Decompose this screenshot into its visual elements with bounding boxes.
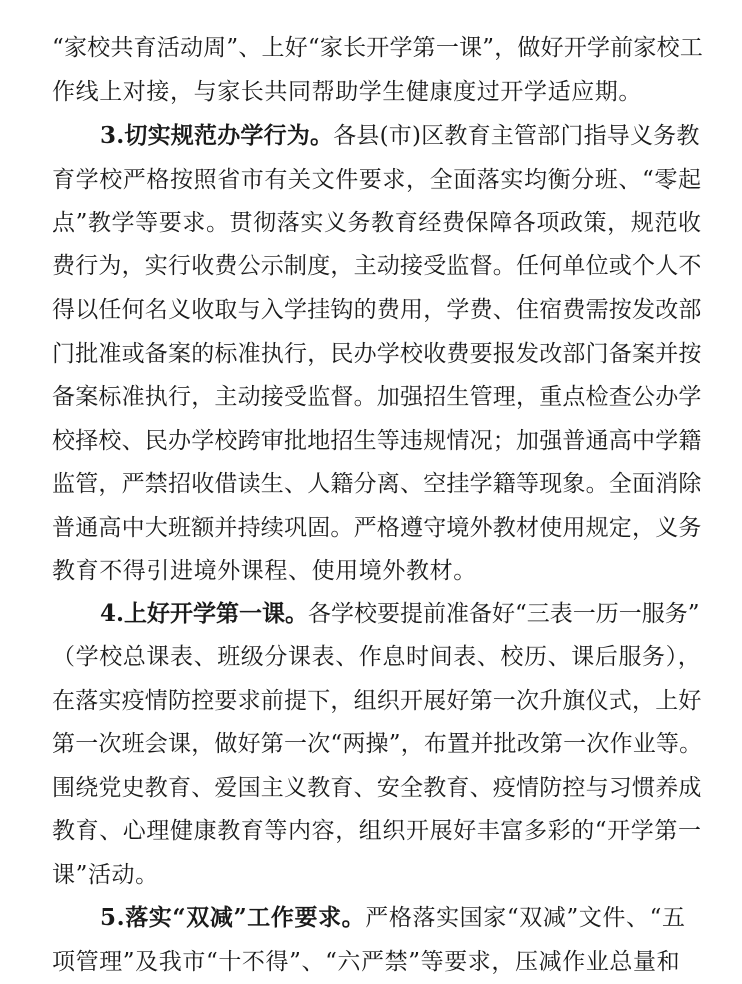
paragraph-line <box>52 551 704 591</box>
section-heading: 5.落实“双减”工作要求。 <box>100 904 366 931</box>
paragraph-line <box>52 377 704 417</box>
section-4-heading-line <box>100 594 704 634</box>
paragraph-line <box>52 637 704 677</box>
paragraph-line <box>52 811 704 851</box>
line-text: （学校总课表、班级分课表、作息时间表、校历、课后服务）， <box>52 644 702 670</box>
line-text: 课”活动。 <box>52 862 159 888</box>
line-text: 各学校要提前准备好“三表一历一服务” <box>308 601 700 627</box>
line-text: 作线上对接，与家长共同帮助学生健康度过开学适应期。 <box>52 79 642 105</box>
paragraph-line <box>52 768 704 808</box>
paragraph-line <box>52 203 704 243</box>
line-text: “家校共育活动周”、上好“家长开学第一课”，做好开学前家校工 <box>52 35 704 61</box>
line-text: 项管理”及我市“十不得”、“六严禁”等要求，压减作业总量和 <box>52 949 681 975</box>
line-text: 备案标准执行，主动接受监督。加强招生管理，重点检查公办学 <box>52 384 702 410</box>
line-text: 各县(市)区教育主管部门指导义务教 <box>333 123 700 149</box>
paragraph-line <box>52 290 704 330</box>
line-text: 普通高中大班额并持续巩固。严格遵守境外教材使用规定，义务 <box>52 515 702 541</box>
paragraph-line <box>52 681 704 721</box>
line-text: 围绕党史教育、爱国主义教育、安全教育、疫情防控与习惯养成 <box>52 775 702 801</box>
paragraph-line <box>52 855 704 895</box>
line-text: 教育不得引进境外课程、使用境外教材。 <box>52 558 477 584</box>
paragraph-line <box>52 334 704 374</box>
line-text: 校择校、民办学校跨审批地招生等违规情况；加强普通高中学籍 <box>52 428 702 454</box>
paragraph-line <box>52 724 704 764</box>
paragraph-line <box>52 421 704 461</box>
paragraph-line <box>52 508 704 548</box>
section-3-heading-line <box>100 116 704 156</box>
line-text: 点”教学等要求。贯彻落实义务教育经费保障各项政策，规范收 <box>52 210 702 236</box>
paragraph-line <box>52 160 704 200</box>
line-text: 育学校严格按照省市有关文件要求，全面落实均衡分班、“零起 <box>52 167 702 193</box>
line-text: 教育、心理健康教育等内容，组织开展好丰富多彩的“开学第一 <box>52 818 702 844</box>
section-heading: 3.切实规范办学行为。 <box>100 122 334 149</box>
line-text: 监管，严禁招收借读生、人籍分离、空挂学籍等现象。全面消除 <box>52 471 702 497</box>
line-text: 得以任何名义收取与入学挂钩的费用，学费、住宿费需按发改部 <box>52 297 702 323</box>
line-text: 第一次班会课，做好第一次“两操”，布置并批改第一次作业等。 <box>52 731 703 757</box>
paragraph-line <box>52 72 704 112</box>
section-heading: 4.上好开学第一课。 <box>100 600 309 627</box>
section-5-heading-line <box>100 898 704 938</box>
paragraph-line <box>52 28 704 68</box>
line-text: 严格落实国家“双减”文件、“五 <box>365 905 686 931</box>
line-text: 费行为，实行收费公示制度，主动接受监督。任何单位或个人不 <box>52 253 702 279</box>
line-text: 在落实疫情防控要求前提下，组织开展好第一次升旗仪式，上好 <box>52 688 702 714</box>
paragraph-line <box>52 942 704 982</box>
paragraph-line <box>52 464 704 504</box>
line-text: 门批准或备案的标准执行，民办学校收费要报发改部门备案并按 <box>52 341 702 367</box>
paragraph-line <box>52 246 704 286</box>
